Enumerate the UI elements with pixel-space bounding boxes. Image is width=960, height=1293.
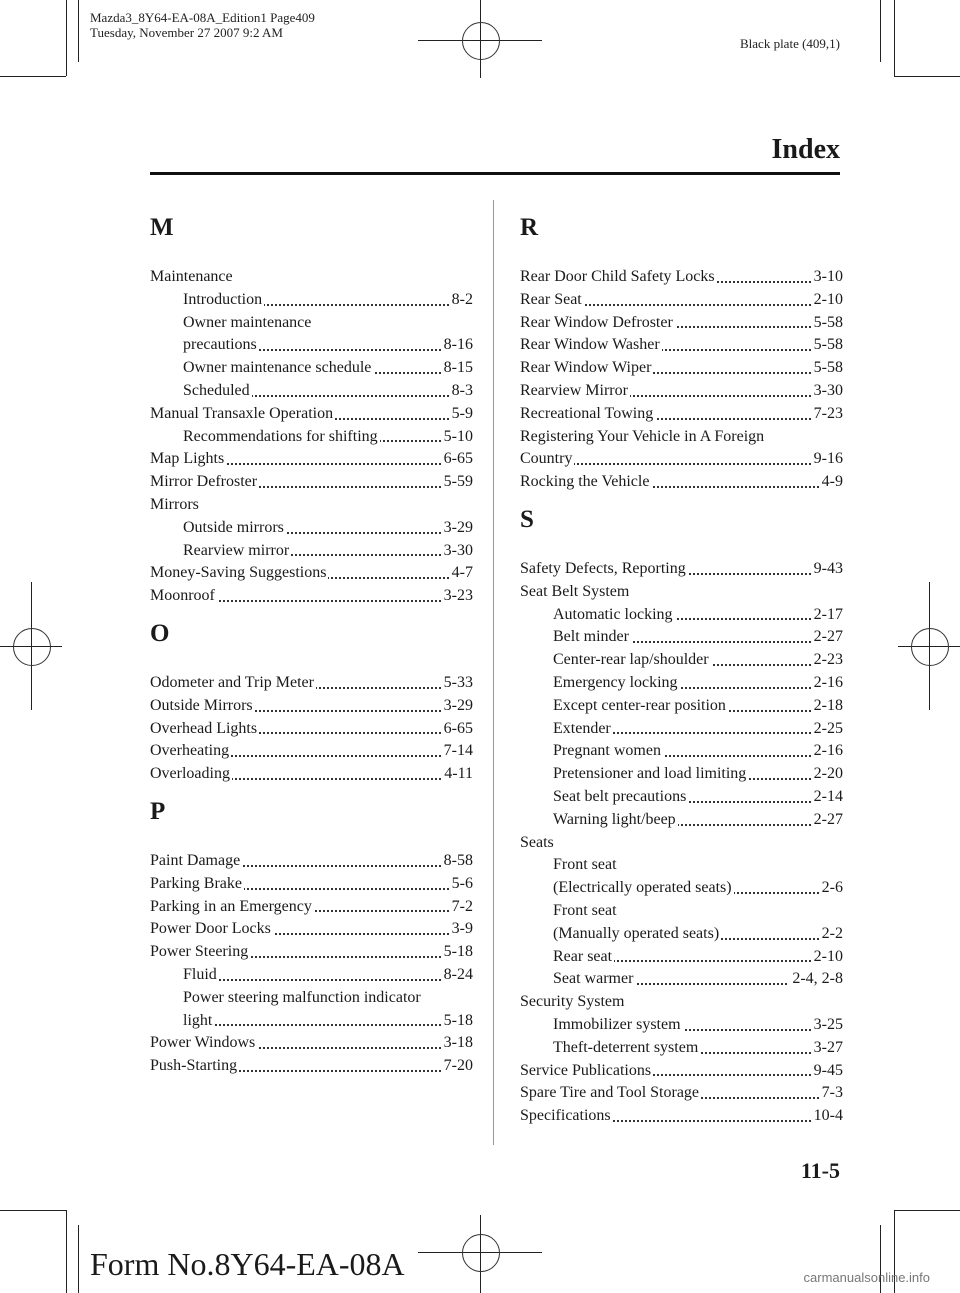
index-entry [150, 289, 473, 312]
index-entry-page: 3-18 [441, 1032, 473, 1055]
index-entry [150, 517, 473, 540]
page-number: 11-5 [800, 1158, 840, 1183]
index-entry [520, 809, 843, 832]
index-entry [520, 289, 843, 312]
index-entry [520, 946, 843, 969]
index-entry [520, 900, 843, 923]
index-entry-term: Emergency locking [553, 673, 678, 691]
index-entry [520, 312, 843, 335]
index-entry-term: Maintenance [150, 268, 233, 285]
index-entry [520, 380, 843, 403]
index-entry [150, 873, 473, 896]
index-entry-term: Map Lights [150, 450, 225, 468]
index-entry-term: Fluid [183, 965, 217, 983]
index-entry [150, 964, 473, 987]
index-entry-page: 3-29 [441, 695, 473, 718]
index-entry [150, 695, 473, 718]
index-entry [150, 918, 473, 941]
index-column-right [520, 210, 843, 1128]
index-entry-term: Center-rear lap/shoulder [553, 651, 709, 669]
index-entry-page: 2-18 [811, 695, 843, 718]
index-entry-term: Automatic locking [553, 605, 673, 623]
index-entry-page: 3-9 [449, 918, 473, 941]
index-entry-term: Belt minder [553, 628, 629, 646]
index-entry-term: Rear Seat [520, 290, 582, 308]
index-entry-term: Extender [553, 719, 611, 737]
index-entry-page: 5-10 [441, 426, 473, 449]
index-entry-page: 8-2 [449, 289, 473, 312]
index-entry-page: 7-20 [441, 1055, 473, 1078]
index-entry-term: light [183, 1011, 213, 1029]
title-rule [150, 172, 840, 175]
index-entry-page: 2-14 [811, 786, 843, 809]
index-entry-page: 5-58 [811, 312, 843, 335]
index-entry [520, 923, 843, 946]
index-entry-term: Seat belt precautions [553, 787, 687, 805]
index-entry [150, 987, 473, 1010]
index-entry-page: 2-17 [811, 604, 843, 627]
section-title: Index [771, 134, 840, 165]
index-entry [150, 426, 473, 449]
index-entry [520, 403, 843, 426]
index-entry-term: Recommendations for shifting [183, 427, 378, 445]
index-entry-term: Overhead Lights [150, 719, 258, 737]
index-entry [520, 334, 843, 357]
index-entry-page: 9-43 [811, 558, 843, 581]
index-entry-page: 6-65 [441, 718, 473, 741]
index-entry-term: Spare Tire and Tool Storage [520, 1084, 700, 1102]
index-entry-term: Immobilizer system [553, 1015, 681, 1033]
index-entry-page: 3-27 [811, 1037, 843, 1060]
index-entry [150, 1055, 473, 1078]
index-entry [150, 471, 473, 494]
index-entry-page: 6-65 [441, 448, 473, 471]
index-entry-term: Overloading [150, 765, 230, 783]
index-entry [520, 266, 843, 289]
index-entry-page: 7-14 [441, 740, 473, 763]
index-entry-term: Warning light/beep [553, 810, 676, 828]
index-entry-page: 7-3 [819, 1082, 843, 1105]
index-entry [150, 763, 473, 786]
index-entry-page: 8-16 [441, 334, 473, 357]
plate-label: Black plate (409,1) [740, 36, 840, 51]
index-entry [520, 558, 843, 581]
index-entry [520, 786, 843, 809]
index-entry-page: 9-16 [811, 448, 843, 471]
index-entry-term: Recreational Towing [520, 404, 654, 422]
index-entry-term: Money-Saving Suggestions [150, 564, 327, 582]
index-entry [520, 1060, 843, 1083]
index-entry-term: Scheduled [183, 381, 250, 399]
index-entry [150, 266, 473, 289]
index-entry-page: 2-16 [811, 740, 843, 763]
index-entry [520, 877, 843, 900]
index-entry [150, 896, 473, 919]
index-entry [520, 357, 843, 380]
index-entry-term: Registering Your Vehicle in A Foreign [520, 427, 765, 445]
index-entry-page: 2-2 [819, 923, 843, 946]
index-entry-page: 3-10 [811, 266, 843, 289]
column-divider [493, 200, 494, 1145]
index-entry-term: Front seat [553, 901, 617, 919]
index-entry-term: Moonroof [150, 587, 215, 605]
index-entry-term: Pretensioner and load limiting [553, 765, 747, 783]
index-entry-term: Push-Starting [150, 1057, 238, 1075]
index-column-left [150, 210, 473, 1078]
index-entry [520, 626, 843, 649]
index-entry-page: 3-25 [811, 1014, 843, 1037]
index-entry [520, 695, 843, 718]
index-entry [520, 649, 843, 672]
index-entry-page: 3-29 [441, 517, 473, 540]
index-entry-page: 2-20 [811, 763, 843, 786]
index-entry-page: 2-16 [811, 672, 843, 695]
index-entry-term: Rocking the Vehicle [520, 473, 650, 491]
index-entry [520, 1037, 843, 1060]
print-header-line1: Mazda3_8Y64-EA-08A_Edition1 Page409 [90, 10, 315, 25]
index-letter-heading: S [520, 505, 534, 533]
index-entry-term: Paint Damage [150, 851, 241, 869]
index-entry-page: 8-24 [441, 964, 473, 987]
leader-dots [183, 1024, 473, 1026]
index-entry [520, 581, 843, 604]
index-entry-page: 5-58 [811, 357, 843, 380]
index-entry-page: 8-3 [449, 380, 473, 403]
index-entry-page: 4-11 [441, 763, 473, 786]
index-entry-term: Service Publications [520, 1061, 652, 1079]
index-entry [520, 471, 843, 494]
index-entry [520, 448, 843, 471]
index-entry [150, 850, 473, 873]
index-entry-page: 4-7 [449, 562, 473, 585]
leader-dots [183, 979, 473, 981]
index-entry [520, 740, 843, 763]
index-entry-term: Specifications [520, 1107, 611, 1125]
index-entry [520, 426, 843, 449]
index-entry [150, 672, 473, 695]
index-entry-page: 2-10 [811, 946, 843, 969]
index-entry [520, 604, 843, 627]
index-entry-term: Mirrors [150, 495, 199, 513]
index-entry [150, 1032, 473, 1055]
index-entry-term: Introduction [183, 290, 263, 308]
watermark: carmanualsonline.info [803, 1270, 930, 1285]
index-entry [150, 585, 473, 608]
index-entry-page: 5-6 [449, 873, 473, 896]
index-entry-page: 3-23 [441, 585, 473, 608]
index-entry-page: 5-9 [449, 403, 473, 426]
index-entry-term: Rear Door Child Safety Locks [520, 268, 715, 285]
index-entry-term: Except center-rear position [553, 696, 726, 714]
index-entry-page: 5-18 [441, 1010, 473, 1033]
index-entry-term: (Manually operated seats) [553, 924, 720, 942]
index-entry-term: Parking in an Emergency [150, 897, 312, 915]
index-entry-term: Mirror Defroster [150, 473, 258, 491]
index-entry [520, 832, 843, 855]
index-entry-term: Owner maintenance schedule [183, 359, 372, 377]
index-entry [520, 718, 843, 741]
index-entry-term: Safety Defects, Reporting [520, 559, 686, 577]
index-entry-term: Power Door Locks [150, 920, 271, 938]
index-entry-term: Seat Belt System [520, 582, 630, 600]
index-entry-term: Rearview mirror [183, 541, 290, 559]
index-entry-term: Pregnant women [553, 742, 661, 760]
index-entry [520, 763, 843, 786]
index-entry-page: 4-9 [819, 471, 843, 494]
index-entry-term: Seats [520, 833, 554, 851]
index-entry-page: 2-6 [819, 877, 843, 900]
index-entry-page: 7-2 [449, 896, 473, 919]
print-header-info [90, 10, 315, 40]
index-entry-term: Rear Window Washer [520, 336, 660, 354]
index-entry-page: 9-45 [811, 1060, 843, 1083]
index-entry-term: Rearview Mirror [520, 381, 628, 399]
index-letter-heading: O [150, 619, 170, 647]
index-entry-term: Rear Window Defroster [520, 313, 673, 331]
index-entry-term: Theft-deterrent system [553, 1038, 699, 1056]
index-entry-page: 7-23 [811, 403, 843, 426]
index-entry-term: Power Steering [150, 943, 249, 961]
index-entry-term: Power steering malfunction indicator [183, 988, 421, 1006]
print-header-line2: Tuesday, November 27 2007 9:2 AM [90, 25, 283, 40]
index-entry [520, 854, 843, 877]
index-entry [150, 540, 473, 563]
index-entry [520, 1105, 843, 1128]
index-entry-page: 5-18 [441, 941, 473, 964]
index-entry-term: Outside mirrors [183, 518, 284, 536]
index-entry-page: 5-33 [441, 672, 473, 695]
index-entry-term: Power Windows [150, 1034, 256, 1052]
index-entry-term: Rear Window Wiper [520, 359, 652, 377]
index-entry [150, 403, 473, 426]
index-entry-page: 2-27 [811, 626, 843, 649]
index-entry-term: Owner maintenance [183, 313, 312, 331]
index-entry-term: Outside Mirrors [150, 696, 253, 714]
index-entry-page: 3-30 [441, 540, 473, 563]
index-entry [520, 672, 843, 695]
index-entry [150, 562, 473, 585]
index-entry-page: 8-15 [441, 357, 473, 380]
index-entry-term: Security System [520, 993, 625, 1011]
index-entry [150, 941, 473, 964]
index-entry-term: Front seat [553, 856, 617, 874]
index-entry [520, 1014, 843, 1037]
index-entry-term: Seat warmer [553, 970, 634, 988]
index-entry [150, 740, 473, 763]
index-entry-page: 2-25 [811, 718, 843, 741]
index-entry [150, 312, 473, 335]
index-entry-page: 5-59 [441, 471, 473, 494]
index-letter-heading: P [150, 797, 166, 825]
index-entry [520, 1082, 843, 1105]
index-entry-page: 2-23 [811, 649, 843, 672]
index-entry [520, 968, 843, 991]
index-entry-page: 10-4 [811, 1105, 843, 1128]
index-entry [150, 718, 473, 741]
index-entry-term: Manual Transaxle Operation [150, 404, 334, 422]
index-entry [150, 1010, 473, 1033]
index-letter-heading: M [150, 214, 174, 241]
form-number: Form No.8Y64-EA-08A [90, 1246, 405, 1282]
index-entry-term: Parking Brake [150, 874, 242, 892]
index-entry [150, 357, 473, 380]
index-entry-term: Odometer and Trip Meter [150, 673, 314, 691]
index-entry-page: 2-4, 2-8 [789, 968, 843, 991]
index-entry [150, 380, 473, 403]
index-entry [520, 991, 843, 1014]
index-entry-page: 2-10 [811, 289, 843, 312]
index-entry [150, 334, 473, 357]
index-letter-heading: R [520, 214, 539, 241]
index-entry [150, 494, 473, 517]
index-entry-page: 3-30 [811, 380, 843, 403]
index-entry-page: 8-58 [441, 850, 473, 873]
index-entry-term: Country [520, 450, 573, 468]
index-entry-term: Overheating [150, 742, 230, 760]
index-entry-page: 5-58 [811, 334, 843, 357]
index-entry-term: precautions [183, 336, 257, 354]
index-entry-page: 2-27 [811, 809, 843, 832]
index-entry [150, 448, 473, 471]
index-entry-term: (Electrically operated seats) [553, 879, 732, 897]
index-entry-term: Rear seat [553, 947, 613, 965]
